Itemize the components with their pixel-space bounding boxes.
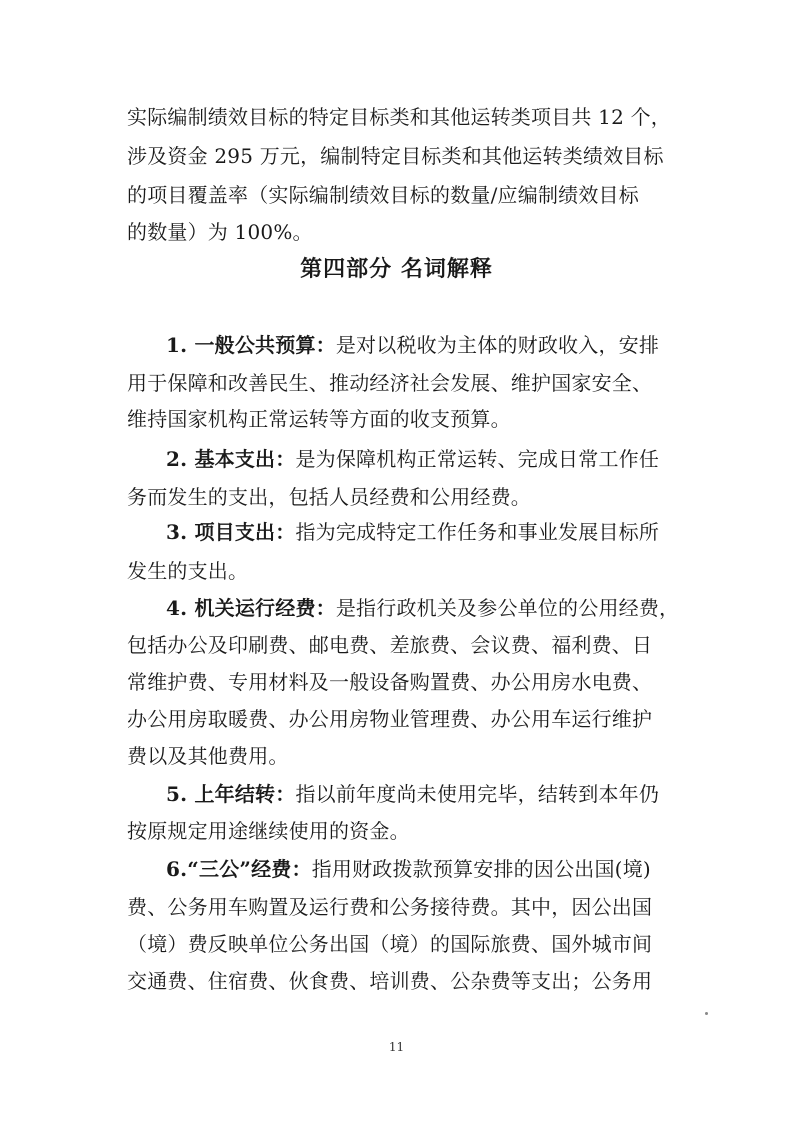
page-number: 11 [388, 1040, 405, 1054]
definition-5-line-2: 按原规定用途继续使用的资金。 [127, 819, 410, 843]
definition-1-line-3: 维持国家机构正常运转等方面的收支预算。 [127, 407, 511, 431]
definition-5-first-line [166, 781, 659, 807]
definition-6-line-3: （境）费反映单位公务出国（境）的国际旅费、国外城市间 [127, 932, 653, 956]
definition-4-text: 是指行政机关及参公单位的公用经费， [335, 596, 680, 620]
definition-1-first-line [166, 332, 659, 358]
definition-6-text: 指用财政拨款预算安排的因公出国(境) [311, 857, 651, 881]
intro-line-1: 实际编制绩效目标的特定目标类和其他运转类项目共 12 个， [127, 105, 671, 129]
definition-4-line-2: 包括办公及印刷费、邮电费、差旅费、会议费、福利费、日 [127, 633, 653, 657]
section-heading: 第四部分 名词解释 [300, 257, 493, 282]
definition-3-text: 指为完成特定工作任务和事业发展目标所 [295, 520, 660, 544]
definition-2-term: 2. 基本支出： [166, 447, 296, 471]
intro-line-2: 涉及资金 295 万元，编制特定目标类和其他运转类绩效目标 [127, 144, 664, 168]
definition-3-first-line [166, 519, 659, 545]
definition-4-line-5: 费以及其他费用。 [127, 744, 289, 768]
intro-line-3: 的项目覆盖率（实际编制绩效目标的数量/应编制绩效目标 [127, 183, 639, 207]
definition-5-text: 指以前年度尚未使用完毕，结转到本年仍 [295, 782, 660, 806]
definition-1-line-2: 用于保障和改善民生、推动经济社会发展、维护国家安全、 [127, 371, 653, 395]
definition-2-first-line [166, 446, 659, 472]
definition-3-term: 3. 项目支出： [166, 520, 296, 544]
definition-4-first-line [166, 595, 679, 621]
definition-6-first-line [166, 856, 651, 882]
scan-speck [705, 1012, 708, 1015]
definition-1-text: 是对以税收为主体的财政收入，安排 [335, 333, 660, 357]
definition-4-term: 4. 机关运行经费： [166, 596, 336, 620]
intro-line-4: 的数量）为 100%。 [127, 220, 313, 244]
definition-5-term: 5. 上年结转： [166, 782, 296, 806]
definition-2-text: 是为保障机构正常运转、完成日常工作任 [295, 447, 660, 471]
definition-3-line-2: 发生的支出。 [127, 559, 249, 583]
definition-6-term: 6.“三公”经费： [166, 857, 312, 881]
definition-2-line-2: 务而发生的支出，包括人员经费和公用经费。 [127, 485, 531, 509]
definition-1-term: 1. 一般公共预算： [166, 333, 336, 357]
definition-6-line-2: 费、公务用车购置及运行费和公务接待费。其中，因公出国 [127, 895, 653, 919]
definition-4-line-4: 办公用房取暖费、办公用房物业管理费、办公用车运行维护 [127, 707, 653, 731]
definition-6-line-4: 交通费、住宿费、伙食费、培训费、公杂费等支出；公务用 [127, 969, 653, 993]
definition-4-line-3: 常维护费、专用材料及一般设备购置费、办公用房水电费、 [127, 670, 653, 694]
